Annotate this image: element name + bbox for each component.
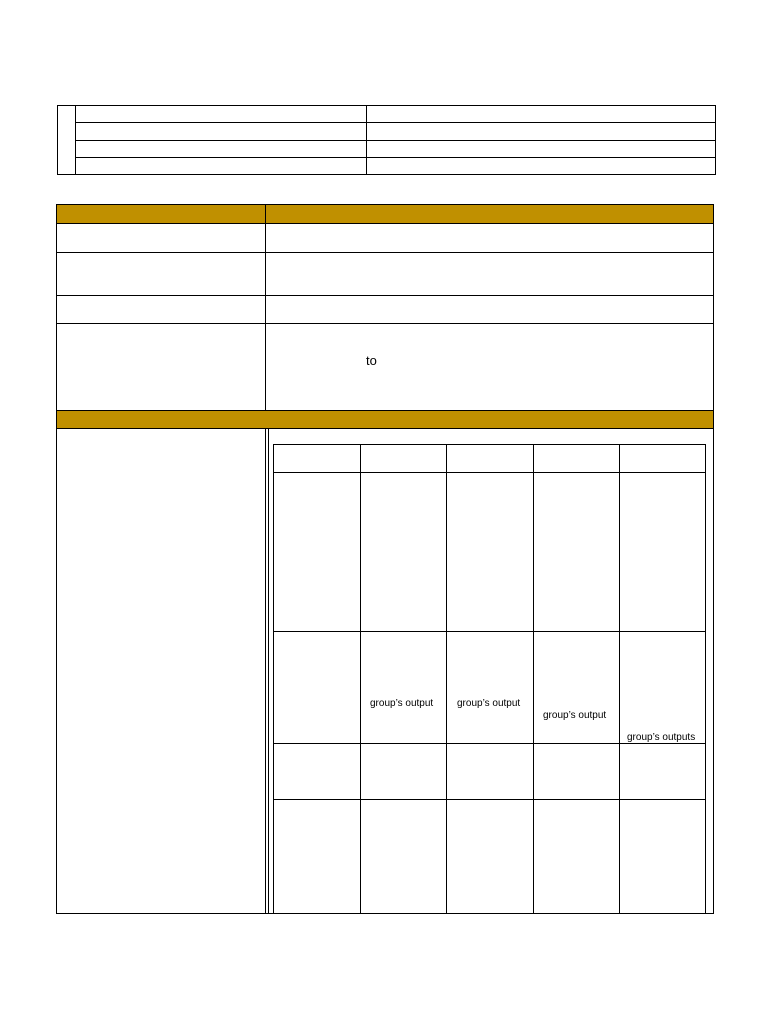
rubric-row-divider [273, 472, 706, 473]
header-band-bottom-line [56, 428, 714, 429]
rubric-row-divider [273, 799, 706, 800]
rubric-row-divider [273, 631, 706, 632]
main-table-row-divider [56, 252, 714, 253]
section-header-band-2 [57, 411, 713, 428]
upper-table-row-divider [75, 157, 716, 158]
main-table-row-divider [56, 295, 714, 296]
rubric-table-frame [273, 444, 706, 914]
upper-table-row-divider [75, 122, 716, 123]
rubric-col-divider [619, 444, 620, 914]
upper-table-row-divider [75, 140, 716, 141]
header-band-bottom-line [56, 223, 714, 224]
rubric-col-divider [360, 444, 361, 914]
method-to-label: to [366, 353, 377, 368]
rubric-cell-text: group’s output [457, 698, 521, 709]
main-table-col-divider-inner [268, 428, 269, 914]
rubric-cell-text: group’s outputs [627, 732, 696, 743]
upper-table-label-column [57, 105, 76, 175]
main-table-row-divider [56, 323, 714, 324]
rubric-cell-text: group’s output [370, 698, 434, 709]
main-table-col-divider [265, 204, 266, 914]
rubric-cell-text: group’s output [543, 710, 607, 721]
section-header-band-1 [57, 205, 713, 224]
rubric-col-divider [533, 444, 534, 914]
rubric-col-divider [446, 444, 447, 914]
